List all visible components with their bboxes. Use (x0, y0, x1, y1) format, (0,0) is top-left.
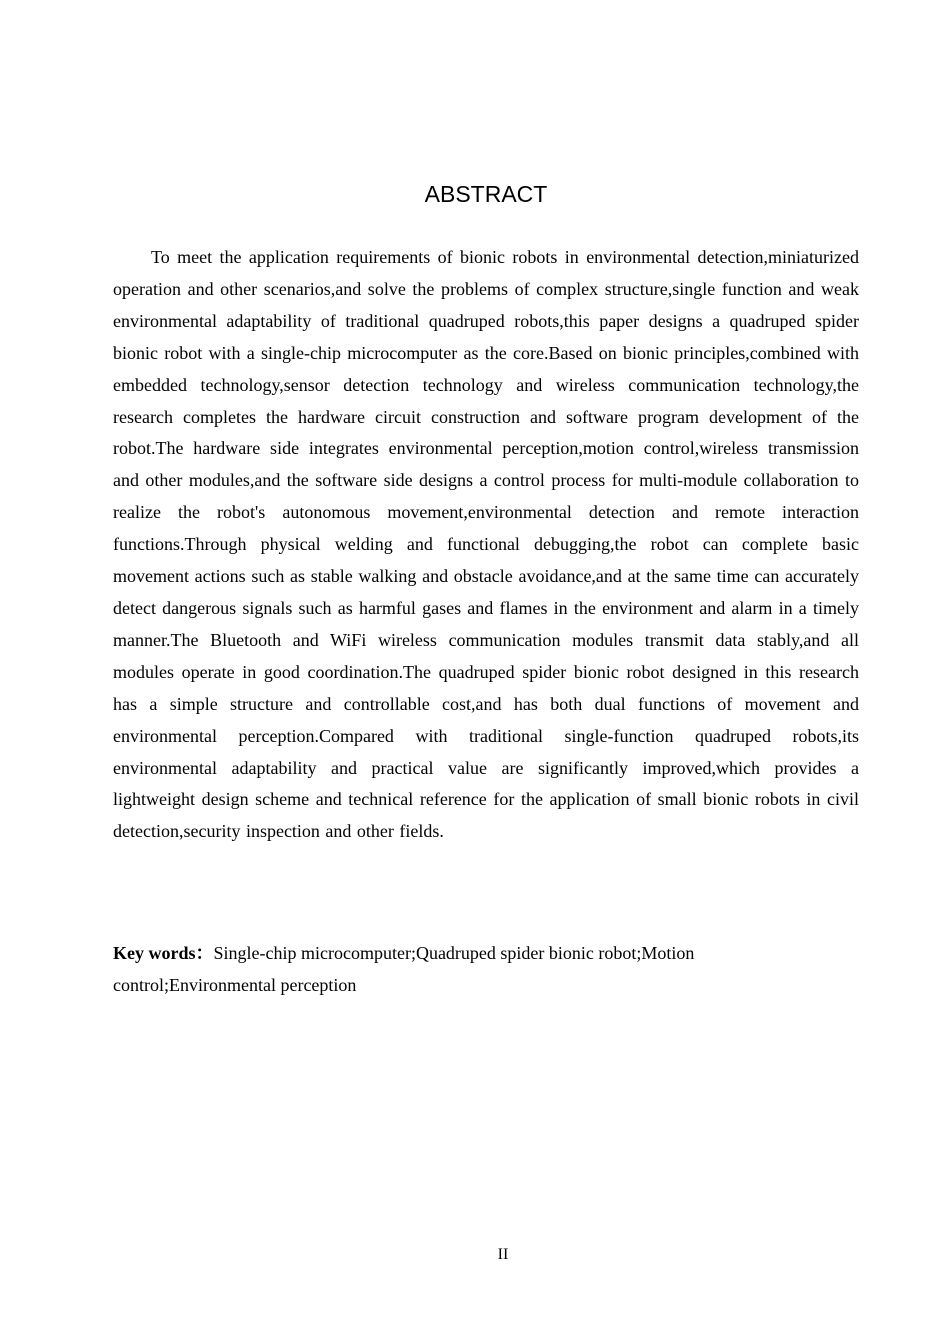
abstract-title: ABSTRACT (424, 181, 548, 207)
keywords-label: Key words： (113, 943, 214, 963)
keywords-line (113, 937, 793, 1001)
abstract-paragraph: To meet the application requirements of bionic robots in environmental detection,miniaturized operation and other scenarios,and solve the problems of complex structure,single function and weak environmental adaptability of traditional quadruped robots,this paper designs a quadruped spider bionic robot with a single-chip microcomputer as the core.Based on bionic principles,combined with embedded technology,sensor detection technology and wireless communication technology,the research completes the hardware circuit construction and software program development of the robot.The hardware side integrates environmental perception,motion control,wireless transmission and other modules,and the software side designs a control process for multi-module collaboration to realize the robot's autonomous movement,environmental detection and remote interaction functions.Through physical welding and functional debugging,the robot can complete basic movement actions such as stable walking and obstacle avoidance,and at the same time can accurately detect dangerous signals such as harmful gases and flames in the environment and alarm in a timely manner.The Bluetooth and WiFi wireless communication modules transmit data stably,and all modules operate in good coordination.The quadruped spider bionic robot designed in this research has a simple structure and controllable cost,and has both dual functions of movement and environmental perception.Compared with traditional single-function quadruped robots,its environmental adaptability and practical value are significantly improved,which provides a lightweight design scheme and technical reference for the application of small bionic robots in civil detection,security inspection and other fields. (113, 247, 859, 842)
keywords-text: Single-chip microcomputer;Quadruped spider bionic robot;Motion control;Environmental perception (113, 943, 695, 995)
page-number: II (497, 1246, 509, 1263)
